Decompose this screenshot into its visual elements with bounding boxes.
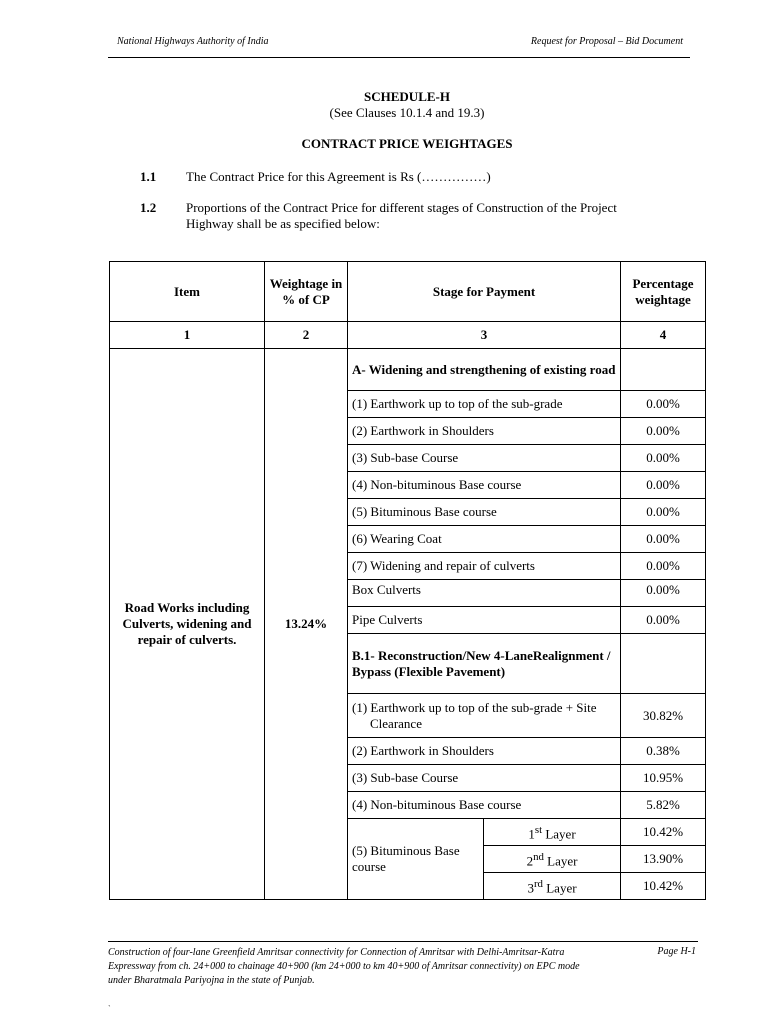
stage-cell: (2) Earthwork in Shoulders [348, 738, 621, 765]
weightage-cell: 13.24% [265, 349, 348, 900]
col-number: 4 [621, 322, 706, 349]
pct-cell: 30.82% [621, 694, 706, 738]
pct-cell: 0.00% [621, 391, 706, 418]
pct-cell: 0.00% [621, 445, 706, 472]
para-text-1-1: The Contract Price for this Agreement is Rs (……………) [186, 169, 491, 184]
layer-label: Layer [545, 826, 576, 842]
col-number: 2 [265, 322, 348, 349]
pct-cell: 0.00% [621, 499, 706, 526]
stage-cell: Pipe Culverts [348, 607, 621, 634]
stage-cell: (4) Non-bituminous Base course [348, 792, 621, 819]
item-cell: Road Works including Culverts, widening and repair of culverts. [110, 349, 265, 900]
layer-cell [484, 819, 621, 846]
contract-price-table [109, 261, 706, 900]
para-number-1-1: 1.1 [140, 169, 157, 184]
bituminous-base-cell: (5) Bituminous Base course [348, 819, 484, 900]
col-number: 1 [110, 322, 265, 349]
header-left-text: National Highways Authority of India [117, 36, 269, 47]
column-number-row [110, 322, 706, 349]
stage-cell: (4) Non-bituminous Base course [348, 472, 621, 499]
header-percentage: Percentage weightage [621, 262, 706, 322]
para-number-1-2: 1.2 [140, 200, 157, 215]
layer-cell [484, 846, 621, 873]
header-divider [108, 57, 690, 58]
pct-cell: 10.42% [621, 873, 706, 900]
layer-number: 2 [526, 853, 534, 869]
schedule-title: SCHEDULE-H [364, 89, 450, 104]
col-number: 3 [348, 322, 621, 349]
stage-cell: (3) Sub-base Course [348, 445, 621, 472]
pct-cell: 0.00% [621, 607, 706, 634]
header-item: Item [110, 262, 265, 322]
pct-cell: 0.38% [621, 738, 706, 765]
pct-cell: 0.00% [621, 526, 706, 553]
pct-cell: 10.95% [621, 765, 706, 792]
footer-divider [108, 941, 698, 942]
pct-cell: 0.00% [621, 418, 706, 445]
stage-cell: (7) Widening and repair of culverts [348, 553, 621, 580]
schedule-clauses: (See Clauses 10.1.4 and 19.3) [329, 105, 485, 120]
pct-cell: 0.00% [621, 553, 706, 580]
pct-cell: 13.90% [621, 846, 706, 873]
header-weightage: Weightage in % of CP [265, 262, 348, 322]
schedule-heading: CONTRACT PRICE WEIGHTAGES [301, 136, 513, 151]
header-right-text: Request for Proposal – Bid Document [530, 36, 683, 47]
footer-text: Construction of four-lane Greenfield Amritsar connectivity for Connection of Amritsar with Delhi-Amritsar-Katra Expressway from ch. 24+000 to chainage 40+900 (km 24+000 to km 40+900 of Amritsar connectivity) on EPC mode under Bharatmala Pariyojna in the state of Punjab. [108, 947, 580, 986]
stage-cell: (6) Wearing Coat [348, 526, 621, 553]
table-header-row [110, 262, 706, 322]
pct-cell: 0.00% [621, 472, 706, 499]
layer-suffix: rd [533, 877, 543, 890]
header-stage: Stage for Payment [348, 262, 621, 322]
stage-cell: (1) Earthwork up to top of the sub-grade [348, 391, 621, 418]
pct-cell: 5.82% [621, 792, 706, 819]
page-number: Page H-1 [657, 946, 696, 957]
layer-suffix: nd [533, 850, 544, 863]
layer-number: 1 [528, 826, 535, 842]
stage-cell: (3) Sub-base Course [348, 765, 621, 792]
layer-cell [484, 873, 621, 900]
empty-cell [621, 349, 706, 391]
para-text-1-2: Proportions of the Contract Price for different stages of Construction of the Project Highway shall be as specified below: [186, 200, 617, 231]
section-b1-heading: B.1- Reconstruction/New 4-LaneRealignment / Bypass (Flexible Pavement) [348, 634, 621, 694]
stage-cell: Box Culverts [348, 580, 621, 607]
section-a-heading: A- Widening and strengthening of existing road [348, 349, 621, 391]
footer-mark: ` [108, 1004, 111, 1013]
table-row [110, 349, 706, 391]
pct-cell: 10.42% [621, 819, 706, 846]
pct-cell: 0.00% [621, 580, 706, 607]
stage-cell: (1) Earthwork up to top of the sub-grade + Site Clearance [348, 694, 621, 738]
layer-label: Layer [547, 853, 578, 869]
empty-cell [621, 634, 706, 694]
stage-cell: (2) Earthwork in Shoulders [348, 418, 621, 445]
stage-cell: (5) Bituminous Base course [348, 499, 621, 526]
layer-number: 3 [527, 880, 534, 896]
layer-label: Layer [546, 880, 577, 896]
layer-suffix: st [534, 823, 543, 836]
